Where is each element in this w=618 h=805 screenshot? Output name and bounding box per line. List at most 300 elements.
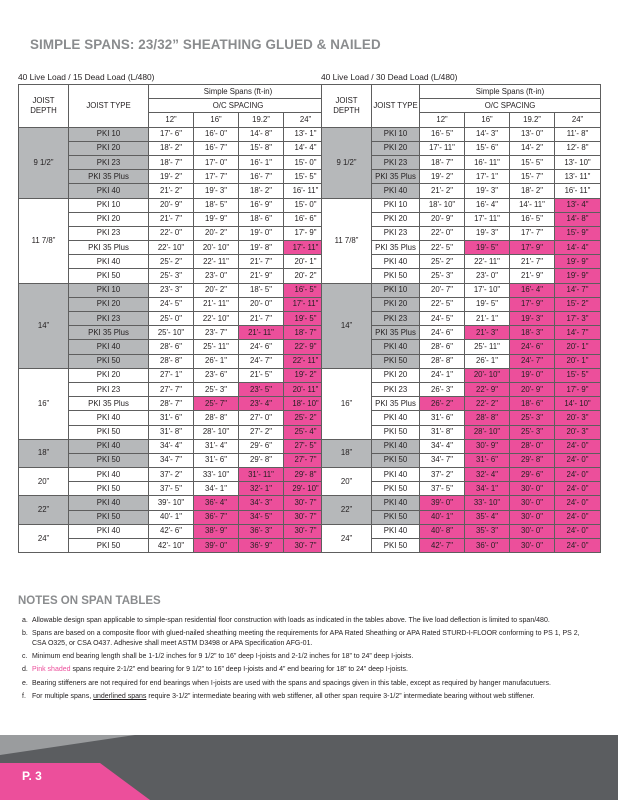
span-value-cell: 16'- 0" [194,127,239,141]
joist-type-cell: PKI 23 [372,382,420,396]
span-value-cell: 27'- 7" [284,453,328,467]
joist-type-cell: PKI 23 [69,312,149,326]
span-value-cell: 24'- 5" [420,312,465,326]
span-value-cell: 24'- 0" [555,524,601,538]
span-value-cell: 31'- 8" [149,425,194,439]
span-value-cell: 16'- 1" [239,155,284,169]
span-value-cell: 32'- 1" [239,482,284,496]
joist-type-cell: PKI 50 [69,354,149,368]
span-value-cell: 15'- 0" [284,155,328,169]
span-value-cell: 34'- 3" [239,496,284,510]
joist-type-cell: PKI 50 [69,482,149,496]
span-value-cell: 18'- 3" [510,326,555,340]
span-value-cell: 34'- 1" [465,482,510,496]
span-value-cell: 18'- 6" [239,212,284,226]
span-value-cell: 24'- 0" [555,539,601,553]
span-value-cell: 18'- 7" [149,155,194,169]
span-value-cell: 13'- 4" [555,198,601,212]
table-row [19,127,328,141]
span-value-cell: 13'- 11" [555,170,601,184]
span-value-cell: 17'- 11" [420,141,465,155]
joist-type-cell: PKI 40 [372,340,420,354]
header-joist-depth: JOIST DEPTH [19,85,69,128]
span-value-cell: 34'- 5" [239,510,284,524]
span-value-cell: 20'- 1" [284,255,328,269]
joist-type-cell: PKI 40 [372,496,420,510]
joist-type-cell: PKI 40 [69,468,149,482]
span-value-cell: 20'- 9" [510,382,555,396]
span-value-cell: 15'- 2" [555,297,601,311]
span-value-cell: 20'- 11" [284,382,328,396]
span-value-cell: 18'- 2" [149,141,194,155]
note-item [22,665,592,674]
span-value-cell: 21'- 7" [239,255,284,269]
span-value-cell: 15'- 5" [510,155,555,169]
span-value-cell: 19'- 3" [194,184,239,198]
joist-depth-cell: 20” [19,468,69,496]
table-caption: 40 Live Load / 30 Dead Load (L/480) [321,72,458,82]
joist-depth-cell: 22” [19,496,69,524]
joist-type-cell: PKI 23 [372,155,420,169]
span-value-cell: 17'- 9" [510,297,555,311]
underlined-spans-label: underlined spans [93,693,147,701]
span-value-cell: 21'- 9" [239,269,284,283]
joist-type-cell: PKI 10 [372,283,420,297]
span-value-cell: 15'- 5" [284,170,328,184]
span-value-cell: 16'- 5" [284,283,328,297]
joist-type-cell: PKI 10 [69,198,149,212]
span-value-cell: 17'- 9" [284,226,328,240]
span-value-cell: 16'- 7" [194,141,239,155]
joist-type-cell: PKI 40 [69,411,149,425]
note-text [32,616,550,625]
note-item [22,616,592,625]
span-value-cell: 14'- 8" [239,127,284,141]
span-value-cell: 23'- 4" [239,397,284,411]
span-value-cell: 24'- 7" [510,354,555,368]
table-row [322,468,601,482]
span-value-cell: 16'- 4" [510,283,555,297]
span-value-cell: 27'- 7" [149,382,194,396]
span-value-cell: 38'- 9" [194,524,239,538]
span-value-cell: 39'- 0" [420,496,465,510]
joist-type-cell: PKI 50 [69,510,149,524]
span-table [18,84,328,553]
note-text-body: Bearing stiffeners are not required for end bearings when I-joists are used with the spans and spacings given in this table, except as required by hanger manufacutuers. [32,679,551,687]
span-value-cell: 34'- 4" [420,439,465,453]
span-value-cell: 25'- 2" [284,411,328,425]
joist-depth-cell: 24” [322,524,372,552]
span-value-cell: 23'- 0" [465,269,510,283]
span-value-cell: 16'- 11" [555,184,601,198]
note-text-body: Spans are based on a composite floor with glued-nailed sheathing meeting the requirements for APA Rated Sheathing or APA Rated STURD-I-FLOOR conforming to PS 1, PS 2, CSA O325, or CSA O437. Adhesive shall meet ASTM D3498 or APA Specification AFG-01. [32,630,580,647]
span-value-cell: 18'- 7" [284,326,328,340]
span-value-cell: 24'- 6" [420,326,465,340]
span-value-cell: 31'- 8" [420,425,465,439]
joist-type-cell: PKI 40 [372,255,420,269]
note-text [32,652,413,661]
joist-type-cell: PKI 35 Plus [372,170,420,184]
span-value-cell: 19'- 5" [284,312,328,326]
span-value-cell: 21'- 5" [239,368,284,382]
span-value-cell: 24'- 0" [555,510,601,524]
joist-depth-cell: 24” [19,524,69,552]
span-value-cell: 28'- 10" [194,425,239,439]
span-value-cell: 19'- 3" [465,226,510,240]
joist-type-cell: PKI 35 Plus [69,326,149,340]
joist-type-cell: PKI 10 [69,127,149,141]
joist-type-cell: PKI 35 Plus [69,397,149,411]
span-value-cell: 30'- 0" [510,510,555,524]
span-value-cell: 23'- 0" [194,269,239,283]
joist-depth-cell: 20” [322,468,372,496]
note-item [22,692,592,701]
joist-type-cell: PKI 50 [69,269,149,283]
span-value-cell: 19'- 3" [465,184,510,198]
table-row [322,127,601,141]
joist-type-cell: PKI 40 [69,184,149,198]
span-value-cell: 26'- 3" [420,382,465,396]
header-spacing: 12” [149,113,194,127]
span-value-cell: 25'- 0" [149,312,194,326]
span-value-cell: 34'- 7" [420,453,465,467]
span-value-cell: 28'- 7" [149,397,194,411]
header-spacing: 16” [465,113,510,127]
span-value-cell: 18'- 10" [284,397,328,411]
span-value-cell: 16'- 9" [239,198,284,212]
span-value-cell: 16'- 11" [284,184,328,198]
span-value-cell: 27'- 2" [239,425,284,439]
span-value-cell: 17'- 3" [555,312,601,326]
header-spacing: 19.2” [239,113,284,127]
joist-type-cell: PKI 50 [372,510,420,524]
span-value-cell: 21'- 1" [465,312,510,326]
note-text-body: Minimum end bearing length shall be 1-1/2 inches for 9 1/2” to 16” deep I-joists and 2-1/2 inches for 18” to 24” deep I-joists. [32,652,414,660]
span-value-cell: 16'- 4" [465,198,510,212]
joist-type-cell: PKI 20 [372,141,420,155]
note-letter: e. [22,679,28,687]
span-value-cell: 21'- 7" [149,212,194,226]
joist-type-cell: PKI 50 [372,482,420,496]
span-value-cell: 33'- 10" [465,496,510,510]
span-value-cell: 40'- 8" [420,524,465,538]
span-value-cell: 30'- 7" [284,524,328,538]
span-value-cell: 39'- 10" [149,496,194,510]
span-value-cell: 21'- 11" [239,326,284,340]
span-value-cell: 13'- 1" [284,127,328,141]
span-value-cell: 40'- 1" [149,510,194,524]
joist-type-cell: PKI 35 Plus [372,397,420,411]
span-value-cell: 22'- 11" [465,255,510,269]
span-value-cell: 36'- 9" [239,539,284,553]
span-value-cell: 42'- 10" [149,539,194,553]
span-value-cell: 20'- 3" [555,411,601,425]
header-joist-depth: JOIST DEPTH [322,85,372,128]
span-value-cell: 21'- 11" [194,297,239,311]
span-table [321,84,601,553]
span-value-cell: 28'- 6" [149,340,194,354]
span-value-cell: 20'- 3" [555,425,601,439]
span-value-cell: 29'- 6" [239,439,284,453]
note-item [22,652,592,661]
span-value-cell: 30'- 0" [510,524,555,538]
span-value-cell: 18'- 2" [510,184,555,198]
note-item [22,679,592,688]
header-spacing: 19.2” [510,113,555,127]
span-value-cell: 35'- 3" [465,524,510,538]
span-value-cell: 37'- 5" [420,482,465,496]
span-value-cell: 19'- 5" [465,297,510,311]
span-value-cell: 29'- 10" [284,482,328,496]
joist-type-cell: PKI 20 [372,297,420,311]
span-value-cell: 22'- 9" [465,382,510,396]
span-value-cell: 17'- 1" [465,170,510,184]
span-value-cell: 19'- 9" [555,269,601,283]
span-value-cell: 25'- 3" [420,269,465,283]
span-value-cell: 16'- 5" [510,212,555,226]
span-value-cell: 31'- 6" [194,453,239,467]
header-spacing: 24” [555,113,601,127]
joist-type-cell: PKI 20 [372,368,420,382]
span-value-cell: 36'- 0" [465,539,510,553]
note-letter: d. [22,666,28,674]
span-value-cell: 27'- 1" [149,368,194,382]
span-value-cell: 36'- 4" [194,496,239,510]
joist-type-cell: PKI 40 [69,255,149,269]
span-value-cell: 31'- 6" [149,411,194,425]
span-value-cell: 11'- 8" [555,127,601,141]
span-value-cell: 20'- 10" [194,241,239,255]
span-value-cell: 26'- 1" [194,354,239,368]
joist-type-cell: PKI 40 [69,524,149,538]
table-row [322,524,601,538]
joist-type-cell: PKI 10 [372,198,420,212]
span-value-cell: 23'- 3" [149,283,194,297]
span-value-cell: 22'- 0" [420,226,465,240]
header-oc-spacing: O/C SPACING [149,99,328,113]
span-value-cell: 29'- 8" [510,453,555,467]
span-value-cell: 24'- 7" [239,354,284,368]
table-row [19,524,328,538]
span-value-cell: 15'- 0" [284,198,328,212]
span-value-cell: 18'- 10" [420,198,465,212]
span-value-cell: 16'- 11" [465,155,510,169]
span-value-cell: 25'- 3" [510,425,555,439]
span-value-cell: 25'- 11" [194,340,239,354]
span-value-cell: 28'- 8" [465,411,510,425]
span-value-cell: 13'- 0" [510,127,555,141]
page-title: SIMPLE SPANS: 23/32” SHEATHING GLUED & NAILED [30,37,381,52]
table-row [19,439,328,453]
span-value-cell: 23'- 6" [194,368,239,382]
joist-type-cell: PKI 23 [69,155,149,169]
span-value-cell: 18'- 2" [239,184,284,198]
span-value-cell: 18'- 6" [510,397,555,411]
span-value-cell: 20'- 1" [555,354,601,368]
joist-depth-cell: 16” [322,368,372,439]
span-value-cell: 37'- 2" [149,468,194,482]
span-value-cell: 19'- 9" [194,212,239,226]
span-value-cell: 21'- 7" [239,312,284,326]
table-row [322,439,601,453]
span-value-cell: 22'- 0" [149,226,194,240]
span-value-cell: 30'- 0" [510,539,555,553]
span-value-cell: 19'- 3" [510,312,555,326]
joist-depth-cell: 11 7/8” [19,198,69,283]
table-row [19,496,328,510]
header-spacing: 16” [194,113,239,127]
note-text-body: require 3-1/2” intermediate bearing with web stiffener, all other span require 3-1/2” intermediate bearing without web stiffener. [146,693,535,701]
span-value-cell: 27'- 0" [239,411,284,425]
footer-band [0,735,618,800]
joist-depth-cell: 11 7/8” [322,198,372,283]
span-value-cell: 12'- 8" [555,141,601,155]
span-value-cell: 17'- 9" [555,382,601,396]
span-value-cell: 19'- 8" [239,241,284,255]
span-value-cell: 20'- 2" [194,283,239,297]
span-value-cell: 42'- 7" [420,539,465,553]
pink-shaded-label: Pink shaded [32,666,71,674]
table-row [322,283,601,297]
span-value-cell: 26'- 1" [465,354,510,368]
joist-depth-cell: 18” [322,439,372,467]
span-value-cell: 21'- 9" [510,269,555,283]
note-text-body: spans require 2-1/2” end bearing for 9 1/2” to 16” deep I-joists and 4” end bearing for 18” to 24” deep I-joists. [70,666,408,674]
span-value-cell: 19'- 5" [465,241,510,255]
span-value-cell: 39'- 0" [194,539,239,553]
span-value-cell: 24'- 5" [149,297,194,311]
span-value-cell: 25'- 7" [194,397,239,411]
span-value-cell: 16'- 6" [284,212,328,226]
span-value-cell: 20'- 9" [149,198,194,212]
span-value-cell: 15'- 8" [239,141,284,155]
joist-type-cell: PKI 40 [372,468,420,482]
span-value-cell: 15'- 6" [465,141,510,155]
span-value-cell: 20'- 1" [555,340,601,354]
span-value-cell: 34'- 4" [149,439,194,453]
span-value-cell: 14'- 11" [510,198,555,212]
span-value-cell: 17'- 11" [465,212,510,226]
span-value-cell: 13'- 10" [555,155,601,169]
page-footer [0,735,618,800]
span-value-cell: 27'- 5" [284,439,328,453]
span-value-cell: 22'- 2" [465,397,510,411]
span-value-cell: 29'- 8" [239,453,284,467]
joist-type-cell: PKI 40 [69,439,149,453]
joist-type-cell: PKI 10 [372,127,420,141]
span-value-cell: 37'- 5" [149,482,194,496]
note-text [32,679,551,688]
span-value-cell: 25'- 4" [284,425,328,439]
span-value-cell: 24'- 0" [555,453,601,467]
joist-type-cell: PKI 35 Plus [69,170,149,184]
span-value-cell: 30'- 0" [510,496,555,510]
span-value-cell: 29'- 8" [284,468,328,482]
joist-type-cell: PKI 40 [69,340,149,354]
joist-type-cell: PKI 23 [372,226,420,240]
span-value-cell: 25'- 11" [465,340,510,354]
span-value-cell: 24'- 0" [555,468,601,482]
span-value-cell: 28'- 8" [420,354,465,368]
span-value-cell: 20'- 10" [465,368,510,382]
span-value-cell: 28'- 8" [194,411,239,425]
note-text-lead: For multiple spans, [32,693,94,701]
joist-type-cell: PKI 50 [69,453,149,467]
table-row [19,198,328,212]
header-spacing: 12” [420,113,465,127]
joist-type-cell: PKI 50 [372,425,420,439]
table-caption: 40 Live Load / 15 Dead Load (L/480) [18,72,155,82]
span-value-cell: 30'- 7" [284,496,328,510]
span-value-cell: 22'- 11" [284,354,328,368]
span-value-cell: 28'- 8" [149,354,194,368]
joist-type-cell: PKI 35 Plus [372,326,420,340]
span-value-cell: 17'- 11" [284,241,328,255]
span-value-cell: 36'- 3" [239,524,284,538]
span-value-cell: 28'- 6" [420,340,465,354]
joist-type-cell: PKI 40 [372,184,420,198]
span-value-cell: 21'- 3" [465,326,510,340]
joist-type-cell: PKI 40 [372,439,420,453]
span-value-cell: 18'- 5" [239,283,284,297]
span-value-cell: 19'- 2" [149,170,194,184]
span-value-cell: 31'- 11" [239,468,284,482]
span-value-cell: 42'- 6" [149,524,194,538]
note-letter: a. [22,617,28,624]
span-value-cell: 19'- 0" [510,368,555,382]
joist-type-cell: PKI 20 [69,141,149,155]
span-value-cell: 22'- 9" [284,340,328,354]
note-text-body: Allowable design span applicable to simple-span residential floor construction with loads as indicated in the tables above. The live load deflection is limited to span/480. [32,617,550,624]
span-table-left [18,72,328,553]
span-value-cell: 14'- 4" [284,141,328,155]
span-value-cell: 17'- 11" [284,297,328,311]
span-value-cell: 22'- 5" [420,241,465,255]
note-text [32,629,592,647]
span-value-cell: 14'- 3" [465,127,510,141]
notes-list [22,616,592,706]
note-letter: f. [22,693,26,701]
joist-type-cell: PKI 50 [372,453,420,467]
span-value-cell: 15'- 5" [555,368,601,382]
span-value-cell: 28'- 10" [465,425,510,439]
span-value-cell: 26'- 2" [420,397,465,411]
span-value-cell: 18'- 5" [194,198,239,212]
joist-type-cell: PKI 20 [69,212,149,226]
span-value-cell: 31'- 6" [465,453,510,467]
span-value-cell: 40'- 1" [420,510,465,524]
span-value-cell: 24'- 0" [555,482,601,496]
span-value-cell: 14'- 10" [555,397,601,411]
table-row [322,198,601,212]
span-value-cell: 20'- 7" [420,283,465,297]
span-value-cell: 17'- 6" [149,127,194,141]
span-value-cell: 23'- 7" [194,326,239,340]
span-value-cell: 17'- 7" [194,170,239,184]
span-value-cell: 22'- 5" [420,297,465,311]
joist-type-cell: PKI 10 [69,283,149,297]
joist-type-cell: PKI 35 Plus [372,241,420,255]
span-value-cell: 25'- 2" [149,255,194,269]
span-value-cell: 24'- 0" [555,496,601,510]
span-value-cell: 34'- 1" [194,482,239,496]
span-table-right [321,72,601,553]
joist-type-cell: PKI 35 Plus [69,241,149,255]
span-value-cell: 16'- 5" [420,127,465,141]
span-value-cell: 32'- 4" [465,468,510,482]
span-value-cell: 14'- 7" [555,326,601,340]
notes-title: NOTES ON SPAN TABLES [18,595,161,607]
